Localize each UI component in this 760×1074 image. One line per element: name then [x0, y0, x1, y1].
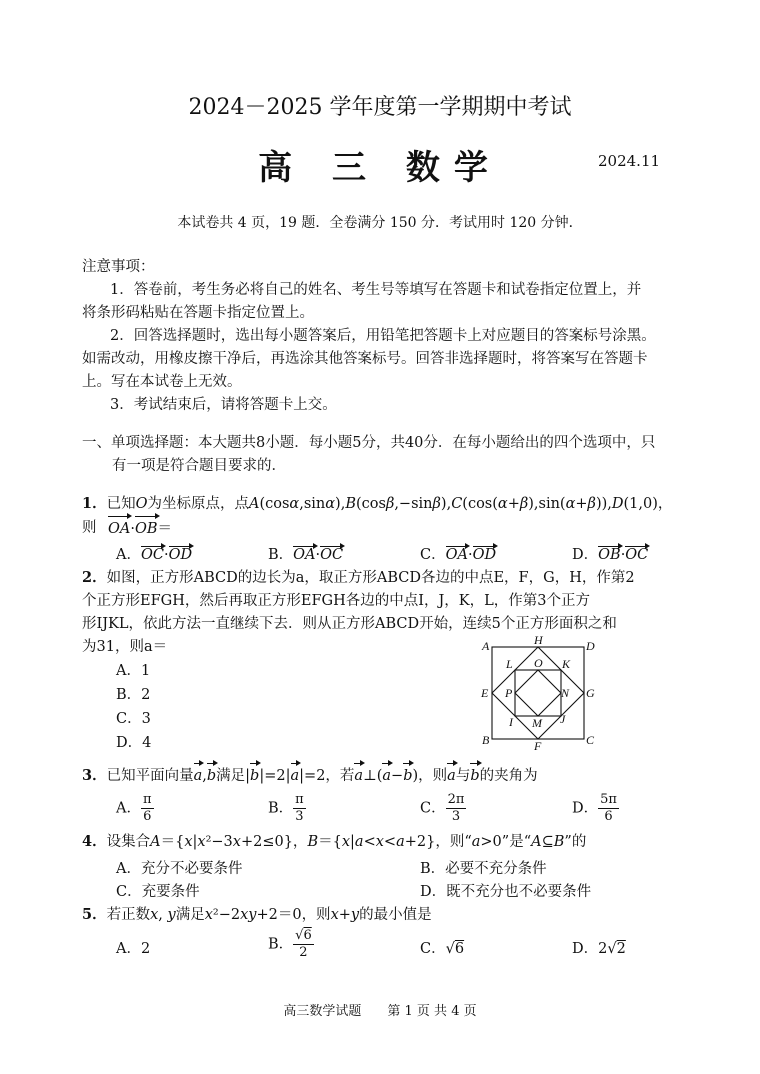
q1-option-b: B．OA·OC: [268, 547, 344, 563]
exam-title: 2024－2025 学年度第一学期期中考试: [188, 95, 572, 120]
label-a: A: [482, 639, 490, 653]
label-n: N: [561, 686, 570, 700]
q3-option-c: C． $\frac{2\pi}{3}$: [420, 792, 465, 824]
q2-line4: 为31，则a＝: [82, 639, 168, 655]
notes-heading: 注意事项：: [82, 259, 155, 275]
q2-option-d: D．4: [116, 735, 152, 751]
q2-line3: 形IJKL，依此方法一直继续下去．则从正方形ABCD开始，连续5个正方形面积之和: [82, 616, 617, 632]
q4-option-b: B．必要不充分条件: [420, 861, 547, 877]
q3-option-a: A． $\frac{\pi}{6}$: [116, 792, 152, 824]
page-footer: 高三数学试题 第 1 页 共 4 页: [283, 1004, 477, 1019]
q2-option-a: A．1: [116, 663, 151, 679]
q4-option-d: D．既不充分也不必要条件: [420, 884, 592, 900]
q1-expr: OA·OB＝: [108, 517, 172, 541]
q1-option-a: A．OC·OD: [116, 547, 193, 563]
q3-option-b: B． $\frac{\pi}{3}$: [268, 792, 304, 824]
note-2c: 上。写在本试卷上无效。: [82, 374, 242, 390]
label-g: G: [586, 686, 595, 700]
label-f: F: [534, 739, 542, 752]
label-p: P: [505, 686, 513, 700]
label-k: K: [562, 657, 571, 671]
label-c: C: [586, 733, 595, 747]
note-1a: 1．答卷前，考生务必将自己的姓名、考生号等填写在答题卡和试卷指定位置上，并: [110, 282, 642, 298]
note-3: 3．考试结束后，请将答题卡上交。: [110, 397, 337, 413]
square-4: [515, 670, 561, 716]
question-4: 4．设集合A＝{x|x²−3x+2≤0}，B＝{x|a<x<a+2}，则“a>0”是“A⊆B”的: [82, 833, 587, 850]
section1-line2: 有一项是符合题目要求的．: [112, 458, 286, 474]
note-2b: 如需改动，用橡皮擦干净后，再选涂其他答案标号。回答非选择题时，将答案写在答题卡: [82, 351, 648, 367]
q2-line1: 2．如图，正方形ABCD的边长为a，取正方形ABCD各边的中点E，F，G，H，作第2: [82, 569, 635, 586]
q1-option-d: D．OB·OC: [572, 547, 649, 563]
square-ijkl: [515, 670, 561, 716]
q3-option-d: D． $\frac{5\pi}{6}$: [572, 792, 617, 824]
label-o: O: [534, 656, 543, 670]
q1-option-c: C．OA·OD: [420, 547, 497, 563]
q4-option-c: C．充要条件: [116, 884, 200, 900]
label-m: M: [532, 716, 542, 730]
q1-text-c: ，则: [82, 496, 673, 536]
q1-text-b: 为坐标原点，点: [147, 496, 249, 512]
exam-info: 本试卷共 4 页，19 题．全卷满分 150 分．考试用时 120 分钟．: [177, 215, 583, 231]
q5-option-b: B． $\frac{√6}{2}$: [268, 928, 312, 960]
section1-line1: 一、单项选择题：本大题共8小题．每小题5分，共40分．在每小题给出的四个选项中，只: [82, 435, 656, 451]
note-2a: 2．回答选择题时，选出每小题答案后，用铅笔把答题卡上对应题目的答案标号涂黑。: [110, 328, 656, 344]
note-1b: 将条形码粘贴在答题卡指定位置上。: [82, 305, 314, 321]
q2-option-c: C．3: [116, 711, 151, 727]
question-5: 5．若正数x, y满足x²−2xy+2＝0，则x+y的最小值是: [82, 906, 432, 923]
nested-squares-figure: [476, 630, 606, 752]
q2-line2: 个正方形EFGH，然后再取正方形EFGH各边的中点I，J，K，L，作第3个正方: [82, 593, 590, 609]
question-1: 1．已知O为坐标原点，点A(cosα,sinα),B(cosβ,−sinβ),C(cos(α+β),sin(α+β)),D(1,0)，则: [82, 495, 673, 536]
q5-option-c: C．√6: [420, 941, 465, 957]
q1-text-a: 已知: [106, 496, 136, 512]
label-h: H: [534, 633, 543, 647]
q5-option-a: A．2: [116, 941, 151, 957]
subject-title: 高 三 数学: [258, 148, 502, 188]
q4-option-a: A．充分不必要条件: [116, 861, 243, 877]
label-d: D: [586, 639, 595, 653]
label-j: J: [560, 712, 566, 726]
label-l: L: [506, 657, 513, 671]
q1-num: 1．: [82, 495, 107, 512]
label-i: I: [509, 715, 513, 729]
question-3: 3．已知平面向量a,b满足|b|=2|a|=2，若a⊥(a−b)，则a与b的夹角为: [82, 764, 538, 788]
q5-option-d: D．2√2: [572, 941, 626, 957]
exam-date: 2024.11: [598, 152, 661, 170]
label-e: E: [481, 686, 489, 700]
label-b: B: [482, 733, 490, 747]
q2-option-b: B．2: [116, 687, 151, 703]
